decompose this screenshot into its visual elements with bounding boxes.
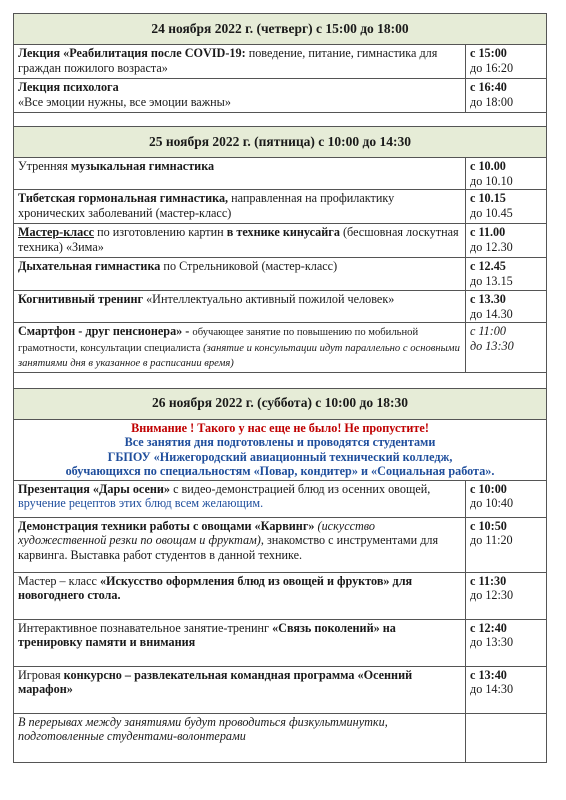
footer-row — [14, 713, 547, 762]
event-prefix: Игровая — [18, 667, 64, 682]
event-start: с 11:30 — [470, 573, 507, 588]
schedule-row — [14, 190, 547, 224]
event-start: с 10:50 — [470, 518, 507, 533]
event-title-2: в технике кинусайга — [226, 225, 340, 239]
event-text: «Все эмоции нужны, все эмоции важны» — [18, 94, 231, 109]
event-title: конкурсно – развлекательная командная программа «Осенний марафон» — [18, 667, 413, 696]
schedule-row — [14, 619, 547, 666]
event-end: до 10.45 — [470, 205, 513, 220]
schedule-row — [14, 158, 547, 190]
schedule-row — [14, 79, 547, 113]
event-end: до 14:30 — [470, 682, 514, 696]
event-end: до 12:30 — [470, 588, 514, 602]
event-start: с 13:40 — [470, 667, 507, 682]
schedule-row — [14, 572, 547, 619]
schedule-row — [14, 224, 547, 258]
event-text: «Интеллектуально активный пожилой человек» — [143, 292, 395, 306]
event-end: до 18:00 — [470, 94, 514, 109]
event-title: Дыхательная гимнастика — [18, 259, 161, 273]
event-title: Презентация «Дары осени» — [18, 481, 171, 496]
event-title: Лекция психолога — [18, 80, 119, 94]
event-title: «Искусство оформления блюд из овощей и фруктов» для новогоднего стола. — [18, 573, 413, 602]
event-text: по Стрельниковой (мастер-класс) — [160, 259, 338, 273]
event-end: до 13:30 — [470, 338, 514, 353]
event-title: Смартфон - друг пенсионера» - — [18, 324, 193, 338]
event-title: музыкальная гимнастика — [70, 159, 215, 173]
notice-line-1: Внимание ! Такого у нас еще не было! Не пропустите! — [131, 420, 429, 435]
event-text: направленная на профилактику хронических заболеваний (мастер-класс) — [18, 191, 395, 220]
event-title: Когнитивный тренинг — [18, 292, 144, 306]
day-header — [14, 127, 547, 158]
event-text: , знакомство с инструментами для карвинга. Выставка работ студентов в данной технике. — [18, 533, 439, 562]
event-prefix: Мастер – класс — [18, 573, 100, 588]
event-end: до 14.30 — [470, 306, 513, 321]
event-end: до 10:40 — [470, 496, 514, 510]
schedule-row — [14, 291, 547, 323]
event-start: с 11:00 — [470, 324, 506, 338]
event-title: «Связь поколений» на тренировку памяти и внимания — [18, 620, 396, 649]
event-text: поведение, питание, гимнастика для граждан пожилого возраста» — [18, 46, 438, 75]
event-text: обучающее занятие по повышению по мобильной грамотности, консультации специалиста — [18, 327, 419, 354]
day-header-text: 26 ноября 2022 г. (суббота) с 10:00 до 18:30 — [14, 388, 547, 419]
event-start: с 15:00 — [470, 46, 507, 60]
event-end: до 12.30 — [470, 239, 513, 254]
event-end: до 13:30 — [470, 635, 514, 649]
event-title: Мастер-класс — [18, 225, 95, 239]
notice-line-3: ГБПОУ «Нижегородский авиационный технический колледж, — [107, 449, 453, 464]
schedule-row — [14, 480, 547, 517]
event-start: с 10.15 — [470, 191, 506, 205]
notice-line-2: Все занятия дня подготовлены и проводятся студентами — [124, 435, 436, 449]
event-note: (искусство художественной резки по овощам и фруктам) — [18, 518, 376, 547]
notice-block — [14, 419, 547, 480]
event-text: с видео-демонстрацией блюд из осенних овощей, — [170, 481, 431, 496]
event-start: с 13.30 — [470, 292, 506, 306]
event-end: до 10.10 — [470, 173, 513, 188]
event-start: с 16:40 — [470, 80, 507, 94]
schedule-row — [14, 323, 547, 373]
event-prefix: Утренняя — [18, 159, 71, 173]
day-header-text: 25 ноября 2022 г. (пятница) с 10:00 до 14:30 — [14, 127, 547, 158]
schedule-table — [13, 13, 547, 763]
day-header — [14, 14, 547, 45]
event-title: Демонстрация техники работы с овощами «Карвинг» — [18, 518, 315, 533]
footer-note: В перерывах между занятиями будут проводиться физкультминутки, подготовленные студентами-волонтерами — [14, 713, 466, 762]
notice-line-4: обучающихся по специальностям «Повар, кондитер» и «Социальная работа». — [65, 464, 495, 478]
event-end: до 11:20 — [470, 533, 513, 547]
event-start: с 12:40 — [470, 620, 507, 635]
event-title: Тибетская гормональная гимнастика, — [18, 191, 229, 205]
event-note: (занятие и консультации идут параллельно с основными занятиями дня в указанное в расписании время) — [18, 342, 460, 369]
schedule-row — [14, 666, 547, 713]
event-title: Лекция «Реабилитация после COVID-19: — [18, 46, 246, 60]
day-header-text: 24 ноября 2022 г. (четверг) с 15:00 до 18:00 — [14, 14, 547, 45]
event-start: с 10:00 — [470, 481, 507, 496]
event-text-2: (бесшовная лоскутная техника) «Зима» — [18, 225, 459, 254]
schedule-row — [14, 45, 547, 79]
schedule-row — [14, 517, 547, 572]
event-text: по изготовлению картин — [94, 225, 227, 239]
event-prefix: Интерактивное познавательное занятие-тренинг — [18, 620, 273, 635]
spacer-row — [14, 372, 547, 388]
event-highlight: вручение рецептов этих блюд всем желающим. — [18, 496, 264, 510]
event-end: до 13.15 — [470, 273, 513, 288]
event-start: с 10.00 — [470, 159, 506, 173]
event-end: до 16:20 — [470, 60, 514, 75]
schedule-row — [14, 258, 547, 291]
day-header — [14, 388, 547, 419]
spacer-row — [14, 113, 547, 127]
event-start: с 11.00 — [470, 225, 506, 239]
event-start: с 12.45 — [470, 259, 506, 273]
